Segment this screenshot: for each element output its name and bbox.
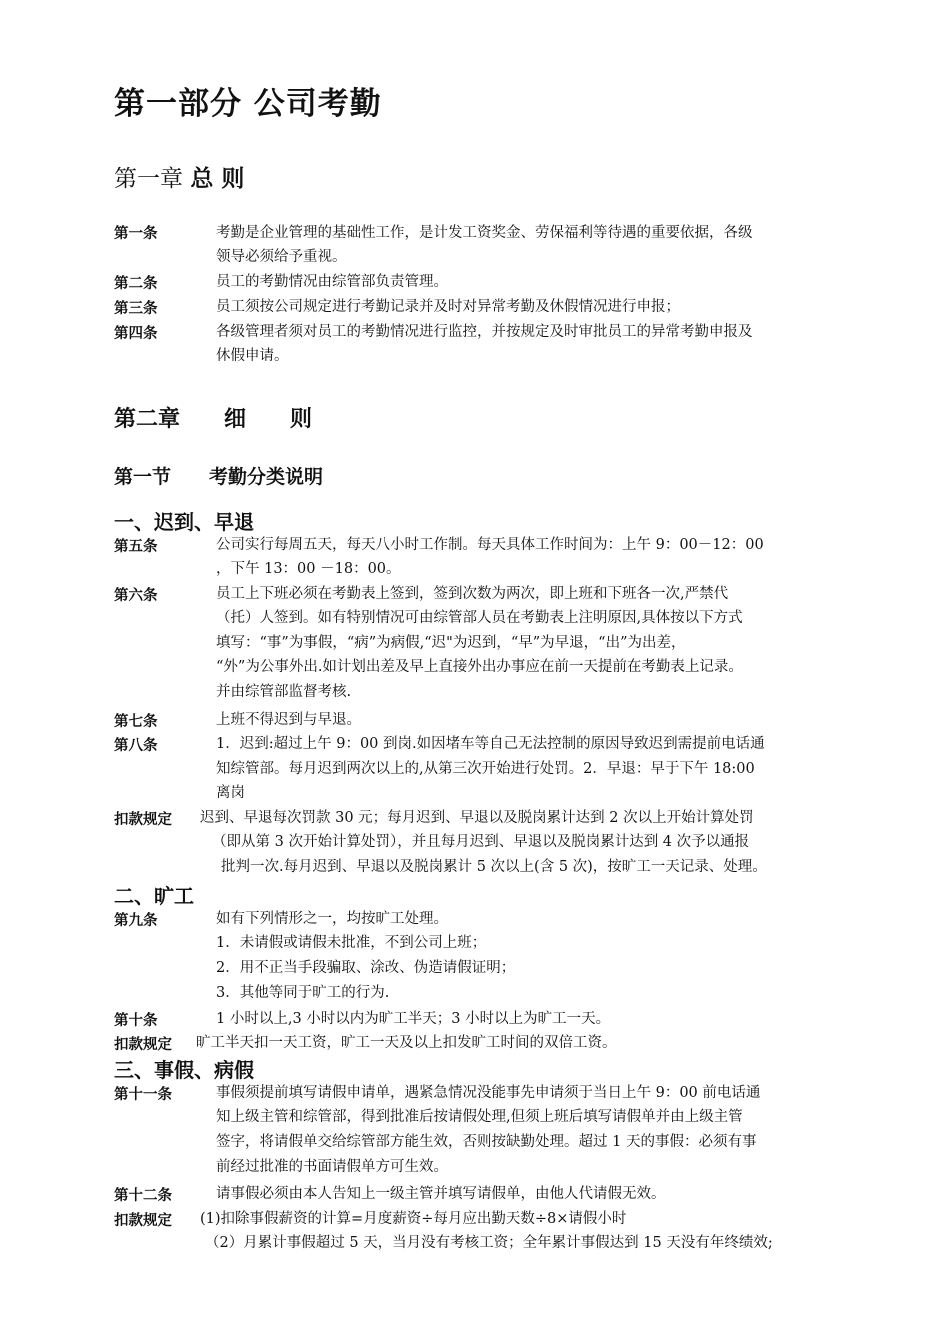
article-text: “外”为公事外出.如计划出差及早上直接外出办事应在前一天提前在考勤表上记录。 xyxy=(216,659,743,675)
article-label: 第九条 xyxy=(114,912,158,929)
penalty-label: 扣款规定 xyxy=(114,811,172,828)
penalty-text: 迟到、早退每次罚款 30 元；每月迟到、早退以及脱岗累计达到 2 次以上开始计算处罚 xyxy=(200,810,754,826)
article-label: 第七条 xyxy=(114,713,158,730)
article-text: 1．迟到:超过上午 9：00 到岗.如因堵车等自己无法控制的原因导致迟到需提前电话通 xyxy=(216,736,765,752)
penalty-label: 扣款规定 xyxy=(114,1036,172,1053)
category-heading: 三、事假、病假 xyxy=(114,1058,254,1082)
article-text: 如有下列情形之一，均按旷工处理。 xyxy=(216,911,448,927)
article-text: 公司实行每周五天，每天八小时工作制。每天具体工作时间为：上午 9：00－12：00 xyxy=(216,537,764,553)
article-text: 领导必须给予重视。 xyxy=(216,249,347,265)
article-text: 并由综管部监督考核. xyxy=(216,684,352,700)
article-text: 员工的考勤情况由综管部负责管理。 xyxy=(216,274,448,290)
chapter1-title-prefix: 第一章 xyxy=(114,166,183,192)
penalty-text: 旷工半天扣一天工资，旷工一天及以上扣发旷工时间的双倍工资。 xyxy=(196,1035,617,1051)
article-label: 第八条 xyxy=(114,737,158,754)
article-text: ，下午 13：00 －18：00。 xyxy=(216,561,401,577)
article-label: 第十一条 xyxy=(114,1086,172,1103)
article-text: 签字，将请假单交给综管部方能生效，否则按缺勤处理。超过 1 天的事假：必须有事 xyxy=(216,1134,757,1150)
article-text: 1．未请假或请假未批准，不到公司上班； xyxy=(216,935,487,951)
article-text: 事假须提前填写请假申请单，遇紧急情况没能事先申请须于当日上午 9：00 前电话通 xyxy=(216,1085,761,1101)
penalty-text: (1)扣除事假薪资的计算=月度薪资÷每月应出勤天数÷8×请假小时 xyxy=(200,1211,627,1227)
category-heading: 一、迟到、早退 xyxy=(114,510,254,534)
article-text: 知综管部。每月迟到两次以上的,从第三次开始进行处罚。2．早退：早于下午 18:00 xyxy=(216,761,755,777)
article-text: 3．其他等同于旷工的行为. xyxy=(216,985,390,1001)
article-label: 第一条 xyxy=(114,225,158,242)
article-text: 填写：“事”为事假，“病”为病假,“迟"为迟到，“早”为早退，“出”为出差， xyxy=(216,635,686,651)
article-label: 第六条 xyxy=(114,587,158,604)
article-text: 1 小时以上,3 小时以内为旷工半天；3 小时以上为旷工一天。 xyxy=(216,1011,611,1027)
article-text: 员工上下班必须在考勤表上签到，签到次数为两次，即上班和下班各一次,严禁代 xyxy=(216,586,729,602)
article-text: （托）人签到。如有特别情况可由综管部人员在考勤表上注明原因,具体按以下方式 xyxy=(216,610,743,626)
penalty-text: （2）月累计事假超过 5 天，当月没有考核工资；全年累计事假达到 15 天没有年终绩效; xyxy=(205,1235,773,1251)
article-text: 上班不得迟到与早退。 xyxy=(216,712,361,728)
penalty-label: 扣款规定 xyxy=(114,1212,172,1229)
section-title: 第一节 考勤分类说明 xyxy=(114,466,324,488)
category-heading: 二、旷工 xyxy=(114,884,194,908)
penalty-text: 批判一次.每月迟到、早退以及脱岗累计 5 次以上(含 5 次)，按旷工一天记录、处理。 xyxy=(221,859,767,875)
article-label: 第十条 xyxy=(114,1012,158,1029)
penalty-text: （即从第 3 次开始计算处罚），并且每月迟到、早退以及脱岗累计达到 4 次予以通报 xyxy=(212,834,750,850)
article-text: 各级管理者须对员工的考勤情况进行监控，并按规定及时审批员工的异常考勤申报及 xyxy=(216,324,753,340)
chapter1-title-rest: 总 则 xyxy=(190,165,245,192)
article-text: 休假申请。 xyxy=(216,348,289,364)
article-text: 前经过批准的书面请假单方可生效。 xyxy=(216,1159,448,1175)
article-label: 第二条 xyxy=(114,275,158,292)
chapter1-title xyxy=(114,160,244,193)
article-text: 员工须按公司规定进行考勤记录并及时对异常考勤及休假情况进行申报； xyxy=(216,299,680,315)
article-text: 请事假必须由本人告知上一级主管并填写请假单，由他人代请假无效。 xyxy=(216,1186,666,1202)
article-label: 第三条 xyxy=(114,300,158,317)
article-text: 离岗 xyxy=(216,785,245,801)
article-label: 第四条 xyxy=(114,325,158,342)
article-text: 知上级主管和综管部，得到批准后按请假处理,但须上班后填写请假单并由上级主管 xyxy=(216,1109,743,1125)
chapter2-title: 第二章 细 则 xyxy=(114,406,313,432)
article-label: 第十二条 xyxy=(114,1187,172,1204)
article-text: 考勤是企业管理的基础性工作，是计发工资奖金、劳保福利等待遇的重要依据，各级 xyxy=(216,225,753,241)
article-text: 2．用不正当手段骗取、涂改、伪造请假证明； xyxy=(216,960,516,976)
part-title: 第一部分 公司考勤 xyxy=(114,86,382,122)
article-label: 第五条 xyxy=(114,538,158,555)
